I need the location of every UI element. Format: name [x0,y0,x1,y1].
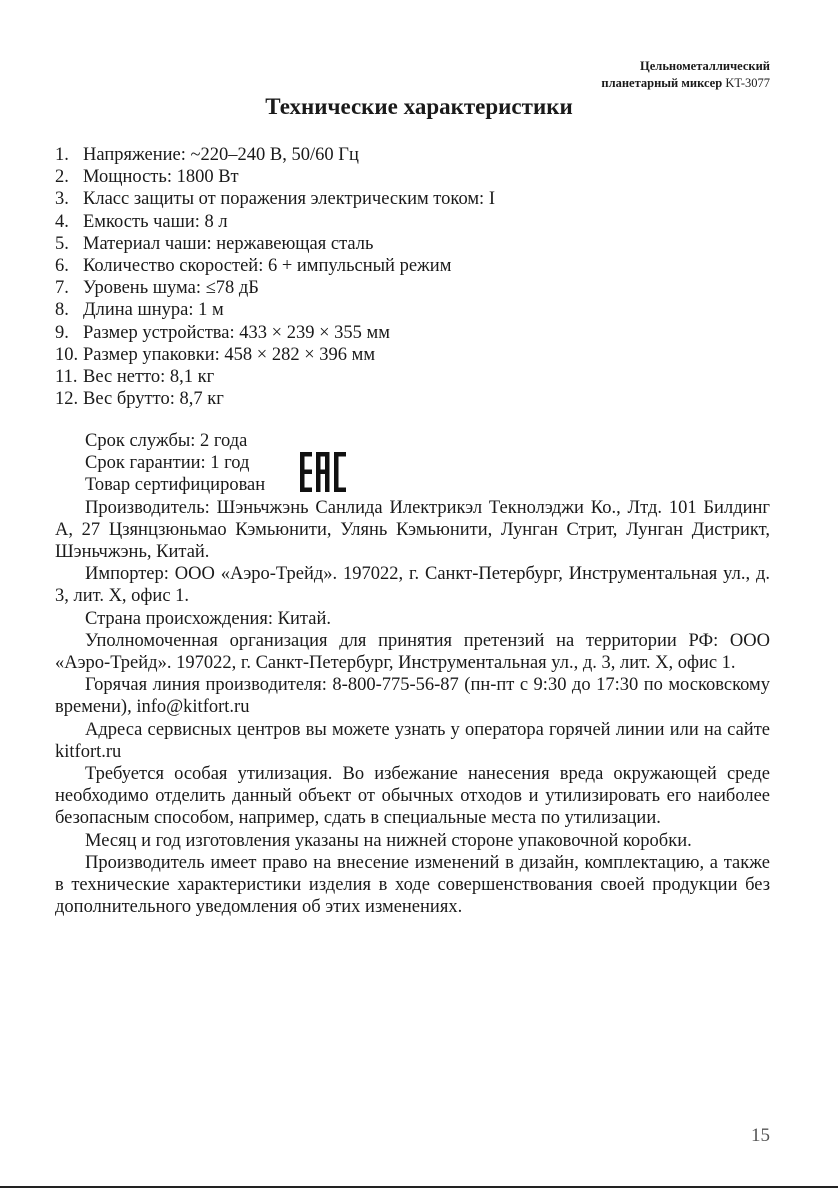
spec-number: 3. [55,189,69,210]
authorized-org-paragraph: Уполномоченная организация для принятия претензий на территории РФ: ООО «Аэро-Трейд». 197022, г. Санкт-Петербург, Инструментальная ул., д. 3, лит. Х, офис 1. [55,630,770,674]
header-model: KT-3077 [725,76,770,90]
spec-text: Материал чаши: нержавеющая сталь [83,233,374,254]
spec-number: 1. [55,145,69,165]
spec-item [55,255,775,277]
spec-number: 11. [55,367,78,388]
spec-item [55,322,775,344]
origin-paragraph: Страна происхождения: Китай. [85,608,331,629]
page-title: Технические характеристики [265,94,573,119]
spec-item [55,211,775,233]
spec-number: 4. [55,211,69,232]
spec-text: Уровень шума: ≤78 дБ [83,278,259,299]
spec-item [55,188,775,210]
spec-item [55,277,775,299]
service-life: Срок службы: 2 года [85,431,248,451]
spec-text: Размер устройства: 433 × 239 × 355 мм [83,322,390,343]
spec-number: 5. [55,233,69,254]
disposal-paragraph: Требуется особая утилизация. Во избежание нанесения вреда окружающей среде необходимо отделить данный объект от обычных отходов и утилизировать его наиболее безопасным способом, например, сдать в специальные места по утилизации. [55,764,770,829]
spec-number: 9. [55,322,69,343]
eac-certification-icon [300,452,346,492]
header-line-2 [601,75,770,92]
warranty-period: Срок гарантии: 1 год [85,453,250,474]
spec-text: Количество скоростей: 6 + импульсный режим [83,256,452,277]
spec-list [55,144,775,410]
page-number: 15 [751,1125,770,1146]
spec-item [55,144,775,166]
spec-item [55,166,775,188]
spec-item [55,233,775,255]
running-header [601,58,770,92]
spec-text: Длина шнура: 1 м [83,300,224,321]
hotline-paragraph: Горячая линия производителя: 8-800-775-56-87 (пн-пт с 9:30 до 17:30 по московскому времени), info@kitfort.ru [55,675,770,718]
spec-number: 12. [55,389,79,410]
spec-number: 6. [55,256,69,277]
spec-item [55,344,775,366]
spec-text: Класс защиты от поражения электрическим током: I [83,189,495,210]
spec-item [55,299,775,321]
certification-row [55,430,770,497]
manufacturer-paragraph: Производитель: Шэньчжэнь Санлида Илектрикэл Текнолэджи Ко., Лтд. 101 Билдинг А, 27 Цзянцзюньмао Кэмьюнити, Улянь Кэмьюнити, Лунган Стрит, Лунган Дистрикт, Шэньчжэнь, Китай. [55,497,770,563]
spec-number: 8. [55,300,69,321]
manufacture-date-paragraph: Месяц и год изготовления указаны на нижней стороне упаковочной коробки. [85,830,692,851]
spec-text: Емкость чаши: 8 л [83,211,228,232]
spec-number: 2. [55,167,69,188]
header-line-1: Цельнометаллический [640,59,770,73]
spec-item [55,388,775,410]
spec-number: 10. [55,344,79,365]
spec-text: Вес нетто: 8,1 кг [83,367,215,388]
header-product-name: планетарный миксер [601,76,723,90]
spec-text: Размер упаковки: 458 × 282 × 396 мм [83,344,376,365]
spec-item [55,366,775,388]
importer-paragraph: Импортер: ООО «Аэро-Трейд». 197022, г. Санкт-Петербург, Инструментальная ул., д. 3, лит. Х, офис 1. [55,564,770,607]
spec-number: 7. [55,278,69,299]
service-centers-paragraph: Адреса сервисных центров вы можете узнать у оператора горячей линии или на сайте kitfort.ru [55,719,770,762]
spec-text: Мощность: 1800 Вт [83,167,239,188]
spec-text: Вес брутто: 8,7 кг [83,389,224,410]
rights-paragraph: Производитель имеет право на внесение изменений в дизайн, комплектацию, а также в технические характеристики изделия в ходе совершенствования своей продукции без дополнительного уведомления об этих изменениях. [55,852,770,918]
spec-text: Напряжение: ~220–240 В, 50/60 Гц [83,145,359,165]
info-block [55,430,770,918]
certified-note: Товар сертифицирован [85,475,266,496]
